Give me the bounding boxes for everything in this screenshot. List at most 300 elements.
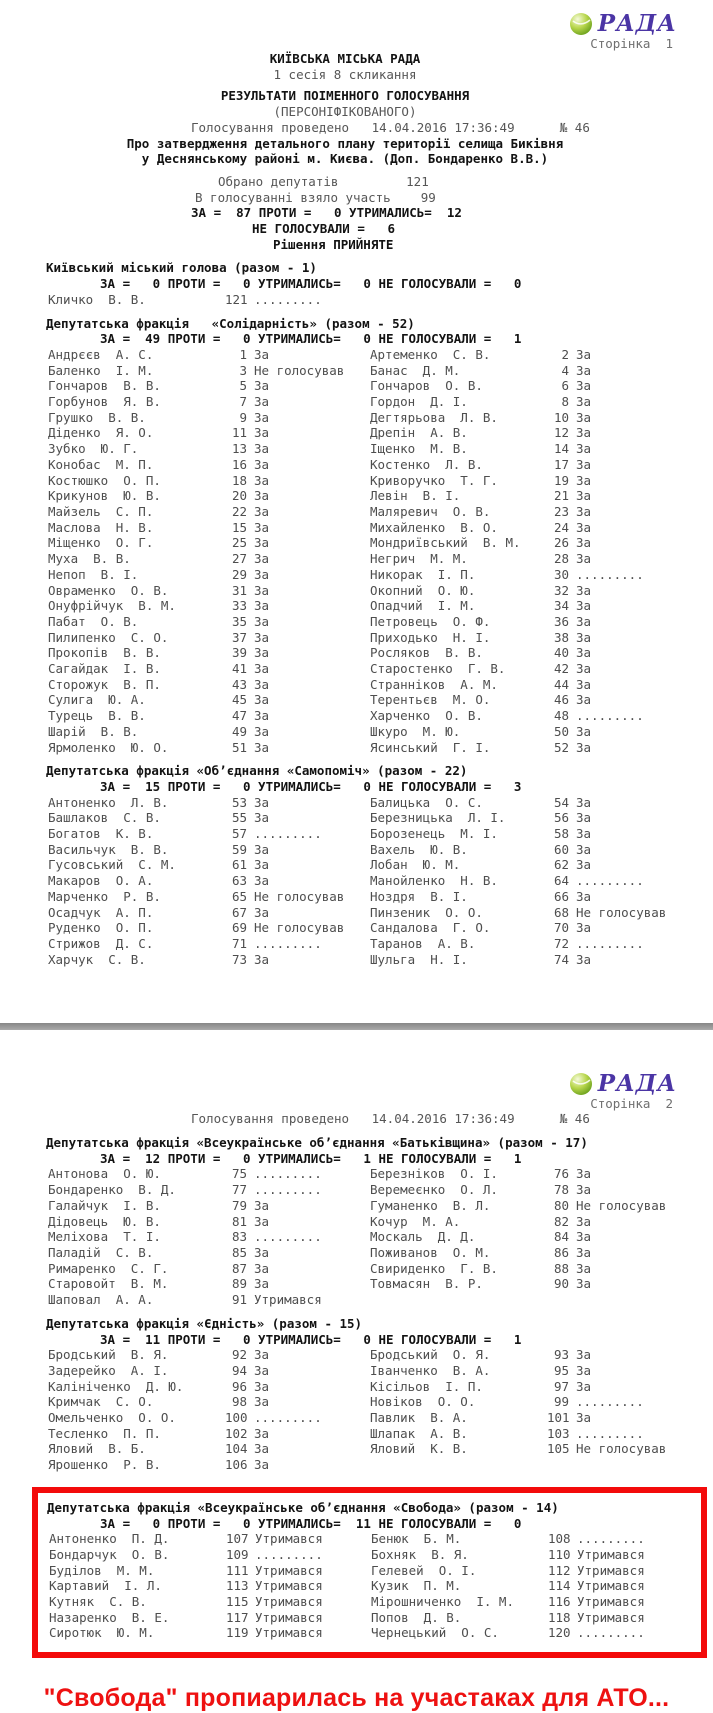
deputy-row [0, 504, 713, 520]
deputy-name: Негрич М. М. [370, 551, 468, 567]
deputy-vote: За [254, 794, 270, 810]
deputy-row [0, 873, 713, 889]
deputy-number: 110 [548, 1546, 571, 1562]
deputy-name: Діденко Я. О. [48, 425, 154, 441]
deputy-number: 118 [548, 1609, 571, 1625]
deputy-number: 37 [231, 629, 247, 645]
deputy-vote [569, 1292, 576, 1308]
deputy-vote: За [254, 1441, 270, 1457]
deputy-number: 54 [553, 794, 569, 810]
deputy-vote: Утримався [577, 1562, 645, 1578]
deputy-number: 25 [231, 535, 247, 551]
deputy-vote: За [254, 1425, 270, 1441]
faction-title: Депутатська фракція «Єдність» (разом - 15) [46, 1315, 363, 1331]
deputy-number: 61 [231, 857, 247, 873]
deputy-number: 100 [225, 1410, 248, 1426]
deputy-row [0, 1245, 713, 1261]
deputy-vote: За [254, 1457, 270, 1473]
deputy-number: 47 [231, 708, 247, 724]
faction-rows [0, 1166, 713, 1307]
deputy-vote: За [576, 676, 592, 692]
deputy-number: 13 [231, 441, 247, 457]
deputy-vote: За [254, 692, 270, 708]
deputy-vote: За [576, 472, 592, 488]
deputy-number: 46 [553, 692, 569, 708]
deputy-row [0, 889, 713, 905]
deputy-vote: За [576, 519, 592, 535]
deputy-vote: За [254, 346, 270, 362]
deputy-number: 36 [553, 613, 569, 629]
deputy-number: 73 [231, 951, 247, 967]
deputy-number: 41 [231, 661, 247, 677]
faction-vote-summary: ЗА = 0 ПРОТИ = 0 УТРИМАЛИСЬ= 11 НЕ ГОЛОСУВАЛИ = 0 [100, 1515, 522, 1531]
deputy-number: 40 [553, 645, 569, 661]
faction-vote-summary: ЗА = 12 ПРОТИ = 0 УТРИМАЛИСЬ= 1 НЕ ГОЛОСУВАЛИ = 1 [100, 1150, 522, 1166]
deputy-number: 84 [553, 1229, 569, 1245]
deputy-name: Башлаков С. В. [48, 810, 161, 826]
deputy-number: 23 [553, 503, 569, 519]
deputy-row [0, 551, 713, 567]
deputy-vote: За [254, 904, 270, 920]
deputy-vote: За [576, 810, 592, 826]
deputy-name [370, 1457, 547, 1473]
deputy-name: Омельченко О. О. [48, 1410, 176, 1426]
faction-section [0, 1135, 713, 1308]
results-title: РЕЗУЛЬТАТИ ПОІМЕННОГО ГОЛОСУВАННЯ [220, 88, 470, 104]
deputy-number: 104 [225, 1441, 248, 1457]
deputy-name: Непоп В. І. [48, 566, 139, 582]
deputy-vote: За [576, 1347, 592, 1363]
deputy-vote: За [254, 488, 270, 504]
deputy-name: Галайчук І. В. [48, 1197, 161, 1213]
deputy-name: Чернецький О. С. [371, 1625, 499, 1641]
deputy-row [38, 1531, 701, 1547]
deputy-vote: ......... [254, 1229, 322, 1245]
deputy-name: Макаров О. А. [48, 873, 154, 889]
deputy-name: Шкуро М. Ю. [370, 723, 461, 739]
deputy-row [0, 677, 713, 693]
deputy-vote: За [254, 456, 270, 472]
deputy-vote: Утримався [577, 1578, 645, 1594]
deputy-name: Вахель Ю. В. [370, 841, 468, 857]
faction-section [0, 763, 713, 967]
deputy-name: Мондриївський В. М. [370, 535, 521, 551]
deputy-vote: За [576, 598, 592, 614]
deputy-number: 88 [553, 1260, 569, 1276]
deputy-name: Михайленко В. О. [370, 519, 498, 535]
deputy-number: 27 [231, 551, 247, 567]
deputy-vote: За [576, 951, 592, 967]
deputy-number [547, 1292, 569, 1308]
deputy-number: 42 [553, 661, 569, 677]
deputy-number: 98 [231, 1394, 247, 1410]
deputy-row [38, 1594, 701, 1610]
deputy-row [0, 535, 713, 551]
deputy-row [0, 1261, 713, 1277]
deputy-name: Сулига Ю. А. [48, 692, 146, 708]
deputy-row [0, 1410, 713, 1426]
deputy-name: Бродський В. Я. [48, 1347, 169, 1363]
deputy-number: 99 [553, 1394, 569, 1410]
deputy-number: 18 [231, 472, 247, 488]
rada-brand-text: РАДА [597, 10, 677, 37]
deputy-row [0, 920, 713, 936]
deputy-vote: ......... [254, 1182, 322, 1198]
deputy-vote: За [576, 378, 592, 394]
deputy-name: Костюшко О. П. [48, 472, 161, 488]
deputy-number: 93 [553, 1347, 569, 1363]
deputy-vote: За [254, 394, 270, 410]
caption-text: "Свобода" пропиарилась на участаках для АТО... [43, 1684, 670, 1713]
deputy-name: Костенко Л. В. [370, 456, 483, 472]
deputy-name: Криворучко Т. Г. [370, 472, 498, 488]
page-number-label: Сторінка 1 [590, 36, 673, 51]
faction-section [0, 1316, 713, 1473]
deputy-vote: За [576, 409, 592, 425]
deputy-row [0, 1394, 713, 1410]
deputy-row [0, 347, 713, 363]
deputy-vote: За [254, 503, 270, 519]
deputy-vote: ......... [576, 1394, 644, 1410]
deputy-number: 103 [547, 1425, 570, 1441]
deputy-number: 4 [561, 362, 569, 378]
deputy-number: 85 [231, 1245, 247, 1260]
deputy-vote: Утримався [577, 1594, 645, 1610]
deputy-name: Бохняк В. Я. [371, 1546, 469, 1562]
faction-title: Київський міський голова (разом - 1) [46, 260, 317, 276]
deputy-name: Маляревич О. В. [370, 503, 491, 519]
faction-vote-summary: ЗА = 49 ПРОТИ = 0 УТРИМАЛИСЬ= 0 НЕ ГОЛОСУВАЛИ = 1 [100, 331, 522, 347]
deputy-number: 29 [231, 566, 247, 582]
faction-rows [0, 1347, 713, 1473]
deputy-row [0, 1198, 713, 1214]
deputy-number: 80 [553, 1197, 569, 1213]
deputy-number: 87 [231, 1260, 247, 1276]
deputy-name: Опадчий І. М. [370, 598, 476, 614]
deputy-number: 77 [231, 1182, 247, 1198]
deputy-number: 63 [231, 873, 247, 889]
deputy-name: Яловий К. В. [370, 1441, 468, 1457]
deputy-vote: Утримався [255, 1531, 323, 1547]
deputy-number: 82 [553, 1213, 569, 1229]
vote-totals-line: ЗА = 87 ПРОТИ = 0 УТРИМАЛИСЬ= 12 [191, 205, 462, 221]
deputy-name: Іванченко В. А. [370, 1362, 491, 1378]
deputy-vote: За [254, 661, 270, 677]
deputy-vote: За [576, 826, 592, 842]
deputy-name: Старостенко Г. В. [370, 661, 506, 677]
deputy-vote: За [576, 1276, 592, 1292]
deputy-number: 57 [231, 826, 247, 842]
deputy-number: 92 [231, 1347, 247, 1363]
deputy-vote: За [576, 1213, 592, 1229]
deputy-name: Поживанов О. М. [370, 1245, 491, 1260]
deputy-vote: Утримався [255, 1594, 323, 1610]
deputy-name: Горбунов Я. В. [48, 394, 161, 410]
deputy-row [0, 394, 713, 410]
deputy-number: 55 [231, 810, 247, 826]
subject-line-2: у Деснянському районі м. Києва. (Доп. Бондаренко В.В.) [141, 151, 549, 167]
deputy-vote: За [576, 920, 592, 936]
deputy-name: Никорак І. П. [370, 566, 476, 582]
deputy-number: 39 [231, 645, 247, 661]
deputy-row [0, 842, 713, 858]
personified-line: (ПЕРСОНІФІКОВАНОГО) [273, 104, 417, 120]
deputy-vote [569, 292, 576, 308]
deputy-name: Веремеєнко О. Л. [370, 1182, 498, 1198]
deputy-name: Задерейко А. І. [48, 1362, 169, 1378]
deputy-name: Міщенко О. Г. [48, 535, 154, 551]
deputy-number: 9 [239, 409, 247, 425]
deputy-row [0, 905, 713, 921]
deputy-row [38, 1578, 701, 1594]
deputy-vote: За [576, 857, 592, 873]
deputy-number: 52 [553, 739, 569, 755]
deputy-name: Богатов К. В. [48, 826, 154, 842]
deputy-row [0, 661, 713, 677]
deputy-number: 116 [548, 1594, 571, 1610]
deputy-name: Сторожук В. П. [48, 676, 161, 692]
deputy-name: Харченко О. В. [370, 708, 483, 724]
faction-vote-summary: ЗА = 0 ПРОТИ = 0 УТРИМАЛИСЬ= 0 НЕ ГОЛОСУВАЛИ = 0 [100, 276, 522, 292]
deputy-vote: За [576, 1410, 592, 1426]
deputy-name: Онуфрійчук В. М. [48, 598, 176, 614]
deputy-vote: ......... [576, 708, 644, 724]
deputy-vote: За [576, 425, 592, 441]
deputy-row [0, 952, 713, 968]
deputy-number: 53 [231, 794, 247, 810]
deputy-vote: За [254, 708, 270, 724]
deputy-number: 108 [548, 1531, 571, 1547]
deputy-vote: За [576, 692, 592, 708]
deputy-row [0, 1363, 713, 1379]
deputy-name: Терентьєв М. О. [370, 692, 491, 708]
deputy-number: 21 [553, 488, 569, 504]
deputy-row [0, 520, 713, 536]
deputy-row [0, 724, 713, 740]
deputy-number: 59 [231, 841, 247, 857]
deputy-name: Шульга Н. І. [370, 951, 468, 967]
deputy-vote: За [576, 456, 592, 472]
deputy-row [0, 936, 713, 952]
deputy-name: Таранов А. В. [370, 935, 476, 951]
deputy-name: Шарій В. В. [48, 723, 139, 739]
deputy-number: 119 [226, 1625, 249, 1641]
deputy-number: 86 [553, 1245, 569, 1260]
deputy-row [0, 614, 713, 630]
deputy-vote: За [576, 1166, 592, 1182]
deputy-number [547, 1457, 569, 1473]
deputy-vote: За [576, 841, 592, 857]
deputy-number: 35 [231, 613, 247, 629]
deputy-number: 107 [226, 1531, 249, 1547]
deputy-number: 43 [231, 676, 247, 692]
deputy-vote: За [576, 645, 592, 661]
rada-brand-text: РАДА [597, 1070, 677, 1098]
deputy-number: 22 [231, 503, 247, 519]
deputy-vote: За [576, 1182, 592, 1198]
deputy-name: Крикунов Ю. В. [48, 488, 161, 504]
deputy-row [0, 1292, 713, 1308]
deputy-name: Назаренко В. Е. [49, 1609, 170, 1625]
deputy-vote: Не голосував [576, 904, 667, 920]
rada-globe-icon [569, 1072, 593, 1096]
deputy-number: 74 [553, 951, 569, 967]
faction-vote-summary: ЗА = 11 ПРОТИ = 0 УТРИМАЛИСЬ= 0 НЕ ГОЛОСУВАЛИ = 1 [100, 1331, 522, 1347]
deputy-number: 5 [239, 378, 247, 394]
deputy-name: Картавий І. Л. [49, 1578, 162, 1594]
deputy-vote: ......... [254, 826, 322, 842]
session-line: 1 сесія 8 скликання [273, 66, 417, 82]
deputy-number: 101 [547, 1410, 570, 1426]
deputy-vote: ......... [576, 1425, 644, 1441]
deputy-number: 111 [226, 1562, 249, 1578]
deputy-name: Турець В. В. [48, 708, 146, 724]
deputy-number: 38 [553, 629, 569, 645]
deputy-name: Окопний О. Ю. [370, 582, 476, 598]
deputy-number: 95 [553, 1362, 569, 1378]
deputy-number: 51 [231, 739, 247, 755]
deputy-number: 66 [553, 888, 569, 904]
deputy-name: Тесленко П. П. [48, 1425, 161, 1441]
faction-rows [0, 795, 713, 968]
deputy-row [0, 1214, 713, 1230]
faction-title: Депутатська фракція «Об’єднання «Самопоміч» (разом - 22) [46, 763, 468, 779]
deputy-vote: За [254, 1394, 270, 1410]
deputy-name: Конобас М. П. [48, 456, 154, 472]
deputy-name: Паладій С. В. [48, 1245, 154, 1260]
deputy-number: 106 [225, 1457, 248, 1473]
deputy-vote: За [254, 425, 270, 441]
deputy-vote: За [576, 739, 592, 755]
deputy-number: 50 [553, 723, 569, 739]
deputy-number: 120 [548, 1625, 571, 1641]
deputy-number: 17 [553, 456, 569, 472]
deputy-number: 81 [231, 1213, 247, 1229]
deputy-number: 20 [231, 488, 247, 504]
deputy-number: 58 [553, 826, 569, 842]
deputy-vote: За [576, 1260, 592, 1276]
deputy-row [0, 567, 713, 583]
deputy-row [0, 1379, 713, 1395]
deputy-name: Товмасян В. Р. [370, 1276, 483, 1292]
conducted-line: Голосування проведено 14.04.2016 17:36:49 № 46 [191, 119, 590, 135]
deputy-name: Стрижов Д. С. [48, 935, 154, 951]
deputy-vote: Утримався [254, 1292, 322, 1308]
deputy-vote: За [576, 888, 592, 904]
deputy-row [0, 692, 713, 708]
page-2-sections [0, 1135, 713, 1658]
deputy-row [0, 795, 713, 811]
deputy-row [0, 1166, 713, 1182]
deputy-number: 64 [553, 873, 569, 889]
deputy-number: 24 [553, 519, 569, 535]
deputy-number: 7 [239, 394, 247, 410]
deputy-name: Дегтярьова Л. В. [370, 409, 498, 425]
deputy-number: 114 [548, 1578, 571, 1594]
deputy-number: 115 [226, 1594, 249, 1610]
deputy-number: 33 [231, 598, 247, 614]
deputy-row [0, 810, 713, 826]
deputy-vote: Утримався [255, 1562, 323, 1578]
deputy-vote: За [254, 566, 270, 582]
deputy-name: Дрепін А. В. [370, 425, 468, 441]
deputy-number: 79 [231, 1197, 247, 1213]
deputy-vote: ......... [254, 1166, 322, 1182]
deputy-row [38, 1547, 701, 1563]
deputy-row [0, 1229, 713, 1245]
deputy-vote: За [254, 1245, 270, 1260]
deputy-vote: За [576, 794, 592, 810]
deputy-row [0, 1457, 713, 1473]
deputy-row [0, 1426, 713, 1442]
deputy-row [0, 583, 713, 599]
deputy-vote: За [254, 1347, 270, 1363]
deputy-vote: ......... [254, 291, 322, 307]
deputy-vote: За [576, 1245, 592, 1260]
deputy-name: Странніков А. М. [370, 676, 498, 692]
deputy-name: Кісільов І. П. [370, 1378, 483, 1394]
deputy-vote: За [254, 441, 270, 457]
deputy-vote: За [254, 645, 270, 661]
deputy-name: Бондарчук О. В. [49, 1546, 170, 1562]
faction-section [0, 316, 713, 756]
deputy-name: Гуманенко В. Л. [370, 1197, 491, 1213]
deputy-name: Баленко І. М. [48, 362, 154, 378]
deputy-number: 113 [226, 1578, 249, 1594]
deputy-vote: За [576, 1378, 592, 1394]
deputy-row [0, 645, 713, 661]
deputy-name: Гелевей О. І. [371, 1562, 477, 1578]
deputy-vote: Не голосував [254, 920, 345, 936]
deputy-name: Дідовець Ю. В. [48, 1213, 161, 1229]
deputy-vote: Не голосував [254, 888, 345, 904]
deputy-name: Марченко Р. В. [48, 888, 161, 904]
deputy-vote: За [254, 1260, 270, 1276]
deputy-number: 26 [553, 535, 569, 551]
deputy-number [547, 292, 569, 308]
deputy-name: Приходько Н. І. [370, 629, 491, 645]
deputy-vote: ......... [255, 1546, 323, 1562]
deputy-number: 44 [553, 676, 569, 692]
deputy-vote: За [576, 629, 592, 645]
deputy-name: Гордон Д. І. [370, 394, 468, 410]
council-title: КИЇВСЬКА МІСЬКА РАДА [269, 51, 421, 66]
deputy-name: Буділов М. М. [49, 1562, 155, 1578]
deputy-name: Харчук С. В. [48, 951, 146, 967]
deputy-vote: ......... [577, 1625, 645, 1641]
deputy-name: Антоненко Л. В. [48, 794, 169, 810]
deputy-number: 49 [231, 723, 247, 739]
deputy-vote [569, 1457, 576, 1473]
faction-rows [38, 1531, 701, 1641]
deputy-vote: За [254, 582, 270, 598]
deputy-number: 83 [231, 1229, 247, 1245]
deputy-name: Пилипенко С. О. [48, 629, 169, 645]
deputy-number: 97 [553, 1378, 569, 1394]
deputy-vote: Утримався [255, 1578, 323, 1594]
rada-globe-icon [569, 12, 593, 36]
deputy-vote: За [254, 1276, 270, 1292]
faction-section [32, 1487, 707, 1658]
deputy-name: Меліхова Т. І. [48, 1229, 161, 1245]
deputy-number: 78 [553, 1182, 569, 1198]
deputy-name: Борозенець М. І. [370, 826, 498, 842]
deputy-number: 2 [561, 346, 569, 362]
decision-line: Рішення ПРИЙНЯТЕ [273, 236, 394, 252]
deputy-name: Прокопів В. В. [48, 645, 161, 661]
deputy-vote: За [576, 551, 592, 567]
not-voted-line: НЕ ГОЛОСУВАЛИ = 6 [252, 221, 395, 237]
